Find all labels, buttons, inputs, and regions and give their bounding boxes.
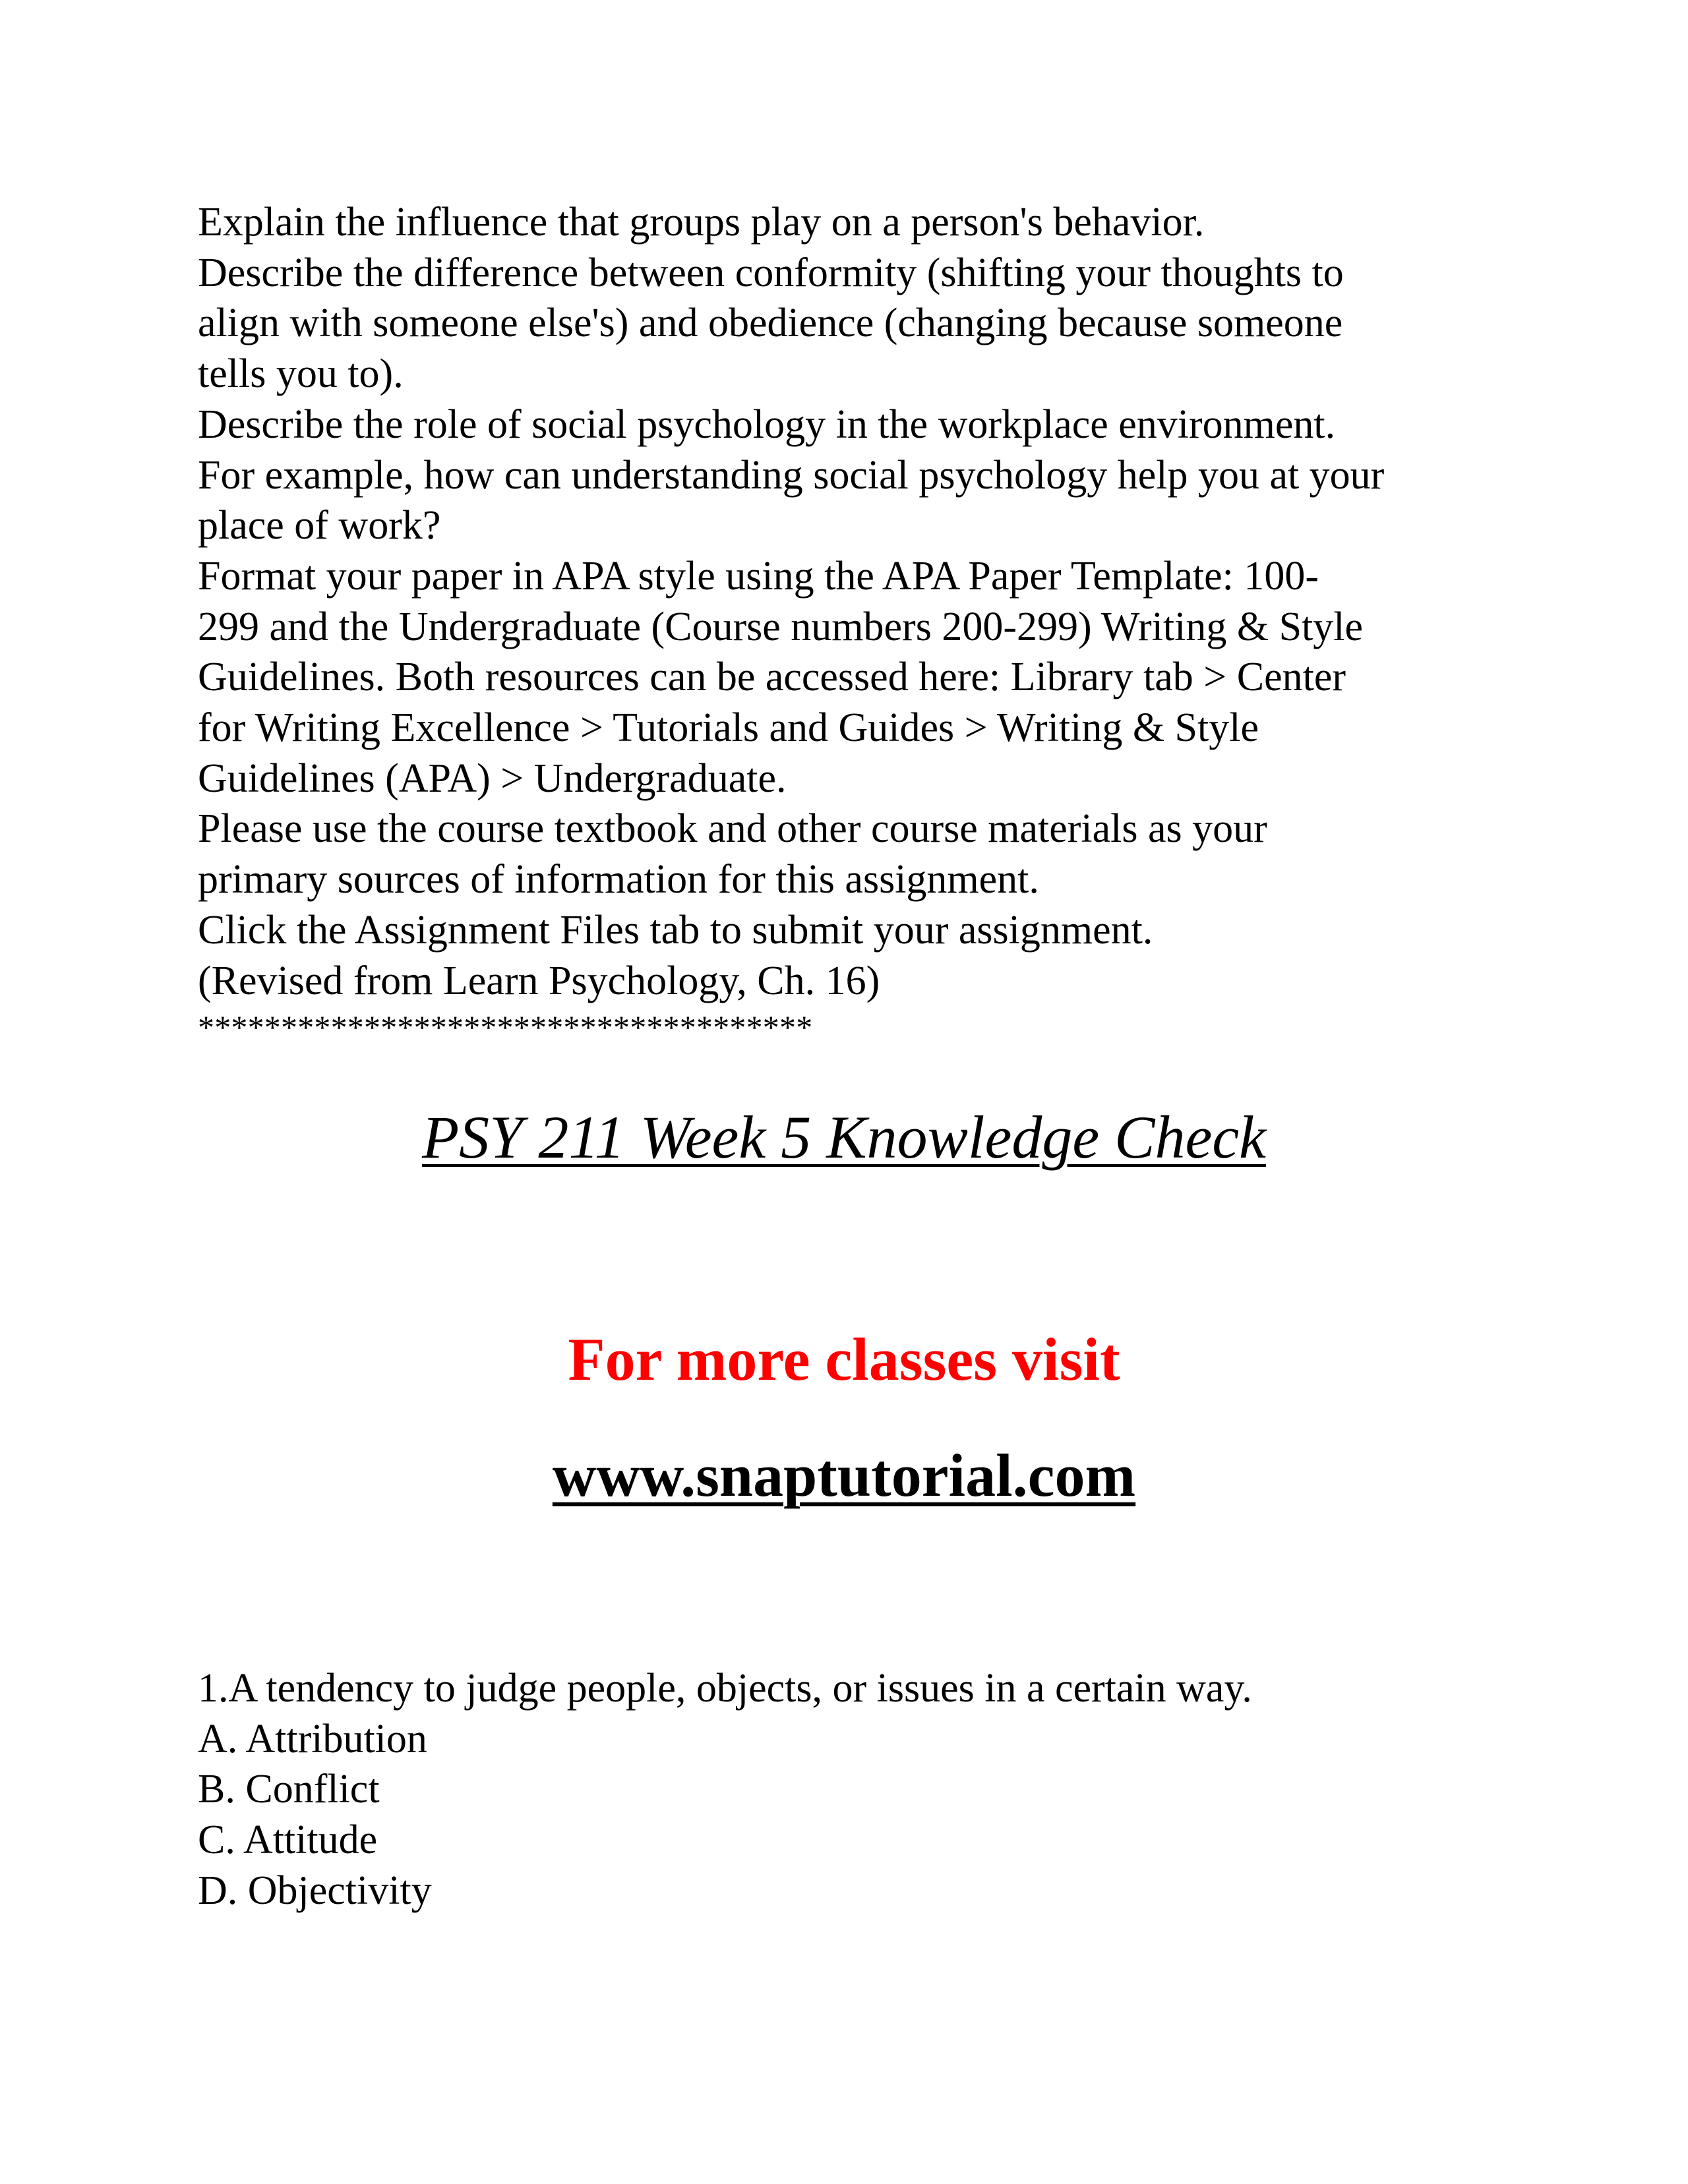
instruction-line: primary sources of information for this assignment. [198,857,1039,902]
instruction-line: Click the Assignment Files tab to submit your assignment. [198,907,1153,953]
instruction-line: place of work? [198,503,441,548]
question-prompt: 1.A tendency to judge people, objects, or issues in a certain way. [198,1666,1252,1711]
instruction-line: Describe the role of social psychology in the workplace environment. [198,401,1336,447]
answer-option-a: A. Attribution [198,1716,427,1761]
instruction-line: tells you to). [198,351,404,397]
answer-option-b: B. Conflict [198,1767,380,1812]
instruction-line: 299 and the Undergraduate (Course numbers 200-299) Writing & Style [198,604,1364,649]
instruction-line: align with someone else's) and obedience (changing because someone [198,301,1343,346]
instruction-line: For example, how can understanding social psychology help you at your [198,452,1385,498]
instruction-line: (Revised from Learn Psychology, Ch. 16) [198,958,880,1003]
instruction-line: Format your paper in APA style using the APA Paper Template: 100- [198,553,1319,599]
section-title: PSY 211 Week 5 Knowledge Check [421,1104,1267,1171]
answer-option-c: C. Attitude [198,1817,378,1863]
question-block [198,1663,1517,1916]
instruction-line: Guidelines. Both resources can be accessed here: Library tab > Center [198,655,1346,700]
asterisk-separator: ************************************* [198,1009,813,1046]
answer-option-d: D. Objectivity [198,1868,432,1913]
instruction-line: Describe the difference between conformity (shifting your thoughts to [198,250,1344,295]
instruction-line: for Writing Excellence > Tutorials and Guides > Writing & Style [198,705,1259,751]
promo-text: For more classes visit [568,1326,1120,1393]
instruction-line: Explain the influence that groups play on a person's behavior. [198,200,1205,245]
assignment-instructions [198,197,1517,1006]
website-link[interactable]: www.snaptutorial.com [552,1442,1136,1509]
instruction-line: Please use the course textbook and other course materials as your [198,806,1267,852]
instruction-line: Guidelines (APA) > Undergraduate. [198,755,787,801]
